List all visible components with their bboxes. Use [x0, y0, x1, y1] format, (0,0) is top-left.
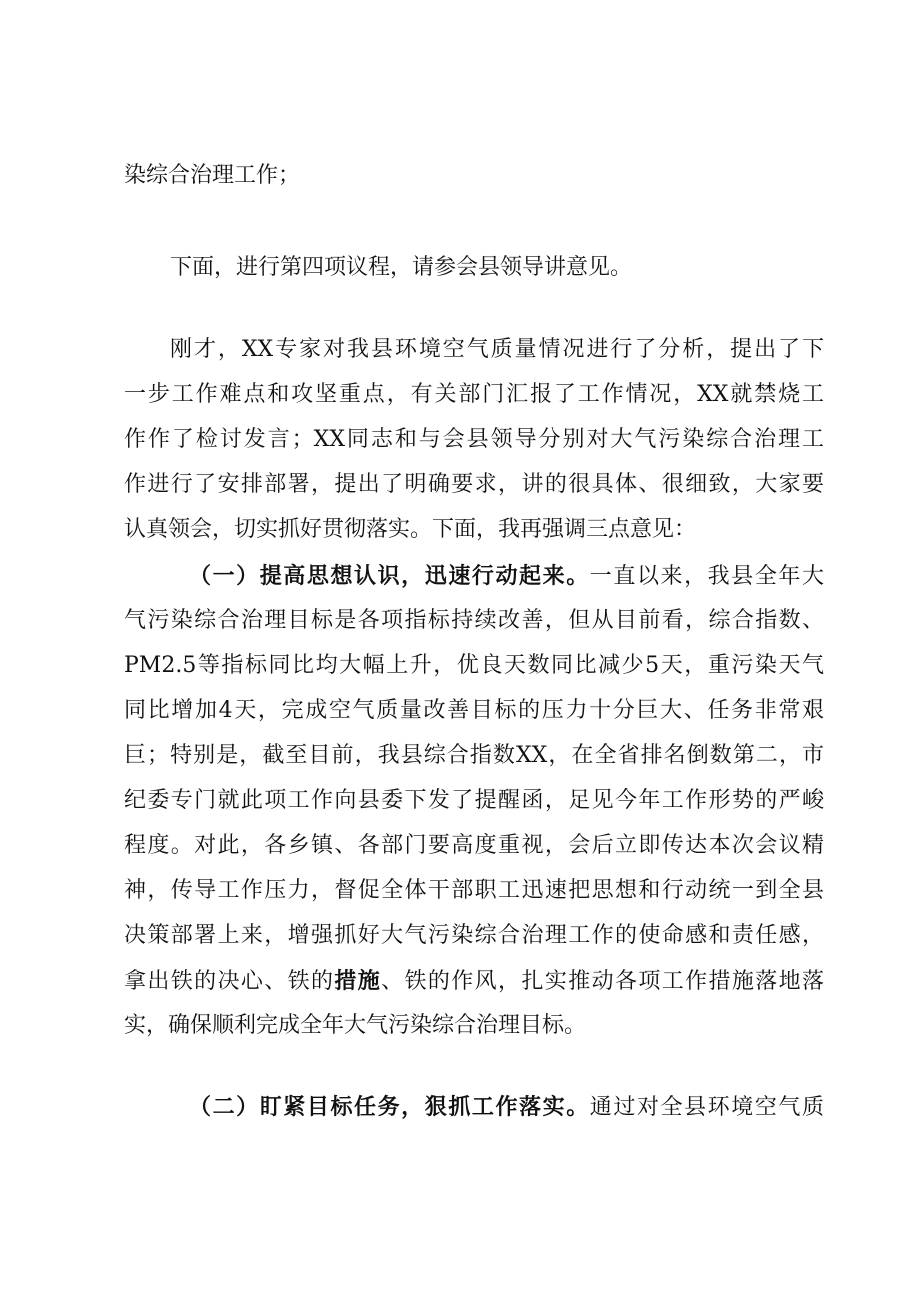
paragraph-line: 作进行了安排部署，提出了明确要求，讲的很具体、很细致，大家要: [124, 472, 824, 497]
paragraph-line: 巨；特别是，截至目前，我县综合指数XX，在全省排名倒数第二，市: [124, 743, 824, 768]
paragraph-line: 神，传导工作压力，督促全体干部职工迅速把思想和行动统一到全县: [124, 878, 824, 903]
paragraph-line: 实，确保顺利完成全年大气污染综合治理目标。: [124, 1013, 587, 1038]
paragraph-line: 气污染综合治理目标是各项指标持续改善，但从目前看，综合指数、: [124, 608, 824, 633]
paragraph-line: 下面，进行第四项议程，请参会县领导讲意见。: [170, 255, 633, 280]
paragraph-text: 一直以来，我县全年大: [589, 564, 824, 589]
paragraph-text: 、铁的作风，扎实推动各项工作措施落地落: [381, 969, 824, 994]
paragraph-line: 染综合治理工作；: [124, 163, 301, 188]
paragraph-line: 决策部署上来，增强抓好大气污染综合治理工作的使命感和责任感，: [124, 923, 824, 948]
section-heading-line: [189, 1087, 824, 1127]
section-heading-1: （一）提高思想认识，迅速行动起来。: [189, 563, 590, 589]
paragraph-line: 认真领会，切实抓好贯彻落实。下面，我再强调三点意见：: [124, 517, 697, 542]
paragraph-line: 程度。对此，各乡镇、各部门要高度重视，会后立即传达本次会议精: [124, 833, 824, 858]
paragraph-line: 作作了检讨发言；XX同志和与会县领导分别对大气污染综合治理工: [124, 427, 824, 452]
paragraph-line: 刚才，XX专家对我县环境空气质量情况进行了分析，提出了下: [170, 337, 824, 362]
section-heading-line: [189, 556, 824, 596]
paragraph-text: 拿出铁的决心、铁的: [124, 969, 335, 994]
paragraph-line: [124, 961, 824, 1001]
paragraph-line: 同比增加4天，完成空气质量改善目标的压力十分巨大、任务非常艰: [124, 698, 824, 723]
paragraph-line: 纪委专门就此项工作向县委下发了提醒函，足见今年工作形势的严峻: [124, 788, 824, 813]
emphasis-text: 措施: [334, 968, 382, 994]
paragraph-line: 一步工作难点和攻坚重点，有关部门汇报了工作情况，XX就禁烧工: [124, 382, 824, 407]
section-heading-2: （二）盯紧目标任务，狠抓工作落实。: [189, 1094, 590, 1120]
paragraph-line: PM2.5等指标同比均大幅上升，优良天数同比减少5天，重污染天气: [124, 653, 824, 678]
paragraph-text: 通过对全县环境空气质: [589, 1095, 824, 1120]
